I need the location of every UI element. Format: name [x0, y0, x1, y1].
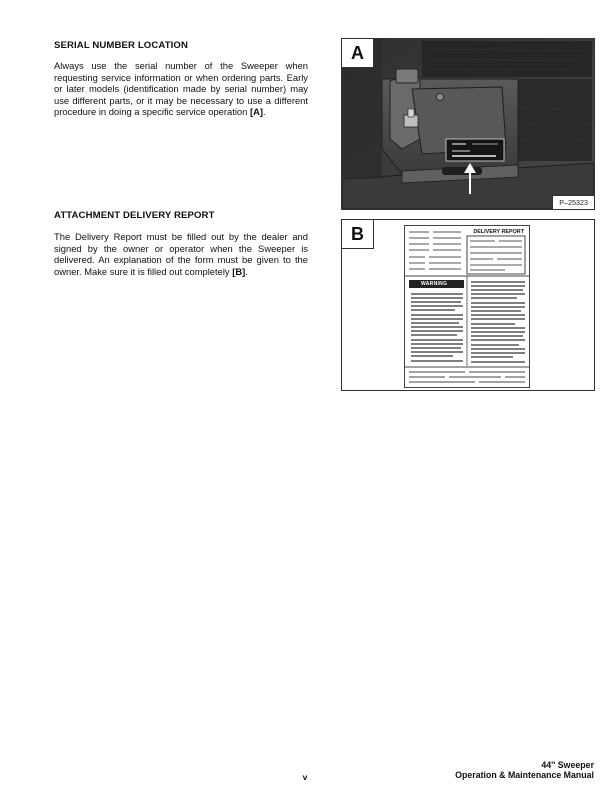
section-heading-delivery-report: ATTACHMENT DELIVERY REPORT — [54, 210, 215, 221]
figure-label-a: A — [342, 39, 374, 68]
sentence-end: . — [245, 265, 248, 277]
report-title: DELIVERY REPORT — [473, 229, 524, 235]
figure-label-b: B — [342, 220, 374, 249]
footer-model: 44'' Sweeper — [541, 760, 594, 770]
serial-plate-photo — [342, 39, 594, 209]
section-body-delivery-report — [54, 231, 308, 277]
body-text: Always use the serial number of the Sweeper when requesting service information or when ordering parts. Early or later models (identification made by serial number) may use different parts, or it may be necessary to use a different procedure in doing a specific service operation — [54, 60, 308, 118]
section-heading-serial-number: SERIAL NUMBER LOCATION — [54, 40, 189, 51]
body-text: The Delivery Report must be filled out by the dealer and signed by the owner or operator when the Sweeper is delivered. An explanation of the form must be given to the owner. Make sure it is filled out completely — [54, 231, 308, 277]
photo-code: P–25323 — [552, 195, 594, 209]
figure-reference: [A] — [249, 106, 263, 118]
section-body-serial-number — [54, 60, 308, 118]
footer-manual: Operation & Maintenance Manual — [455, 770, 594, 781]
figure-b-delivery-report — [341, 219, 595, 391]
footer-manual-title — [455, 760, 594, 781]
warning-badge: WARNING — [409, 280, 464, 288]
serial-number-plate — [446, 139, 504, 161]
figure-a-serial-plate-photo — [341, 38, 595, 210]
sentence-end: . — [262, 106, 266, 118]
page-number: v — [302, 772, 308, 782]
delivery-report-form-illustration — [404, 225, 530, 388]
report-form-lines — [405, 226, 529, 387]
figure-reference: [B] — [232, 265, 246, 277]
